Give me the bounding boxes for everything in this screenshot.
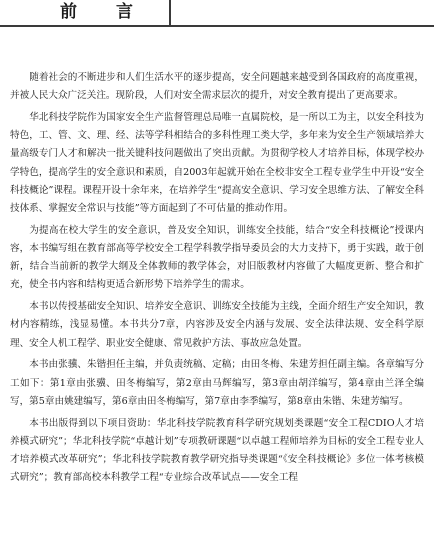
paragraph-4: 本书以传授基础安全知识、培养安全意识、训练安全技能为主线，全面介绍生产安全知识，教材内容精练，浅显易懂。本书共分7章，内容涉及安全内涵与发展、安全法律法规、安全科学原理、安全人机工程学、职业安全健康、常见救护方法、事故应急处置。 xyxy=(10,301,424,349)
paragraph-2: 华北科技学院作为国家安全生产监督管理总局唯一直属院校，是一所以工为主，以安全科技为特色，工、管、文、理、经、法等学科相结合的多科性理工类大学，多年来为安全生产领域培养大量高级专门人才和解决一批关键科技问题做出了突出贡献。为贯彻学校人才培养目标，体现学校办学特色，提高学生的安全意识和素质，自2003年起就开始在全校非安全工程专业学生中开设“安全科技概论”课程。课程开设十余年来，在培养学生“提高安全意识、学习安全思维方法、了解安全科技体系、掌握安全常识与技能”等方面起到了不可估量的推动作用。 xyxy=(10,112,424,215)
header-rule xyxy=(169,25,434,27)
page-title: 前 言 xyxy=(60,2,144,22)
preface-body xyxy=(10,69,424,487)
paragraph-3: 为提高在校大学生的安全意识，普及安全知识，训练安全技能，结合“安全科技概论”授课内容，本书编写组在教育部高等学校安全工程学科教学指导委员会的大力支持下，勇于实践，敢于创新，结合当前新的教学大纲及全体教师的教学体会，对旧版教材内容做了大幅度更新、整合和扩充，使全书内容和结构更适合新形势下培养学生的需求。 xyxy=(10,224,424,291)
header-band xyxy=(0,0,434,27)
paragraph-5: 本书由张骥、朱锴担任主编，并负责统稿、定稿；由田冬梅、朱建芳担任副主编。各章编写分工如下：第1章由张骥、田冬梅编写，第2章由马辉编写，第3章由胡洋编写，第4章由兰泽全编写，第5章由姚建编写，第6章由田冬梅编写，第7章由李季编写，第8章由朱锴、朱建芳编写。 xyxy=(10,359,424,407)
paragraph-1: 随着社会的不断进步和人们生活水平的逐步提高，安全问题越来越受到各国政府的高度重视，并被人民大众广泛关注。现阶段，人们对安全需求层次的提升，对安全教育提出了更高要求。 xyxy=(10,72,424,102)
paragraph-6: 本书出版得到以下项目资助：华北科技学院教育科学研究规划类课题“安全工程CDIO人才培养模式研究”；华北科技学院“卓越计划”专项教研课题“以卓越工程师培养为目标的安全工程专业人才培养模式改革研究”；华北科技学院教育教学研究指导类课题“《安全科技概论》多位一体考核模式研究”；教育部高校本科教学工程“专业综合改革试点——安全工程 xyxy=(10,417,424,484)
